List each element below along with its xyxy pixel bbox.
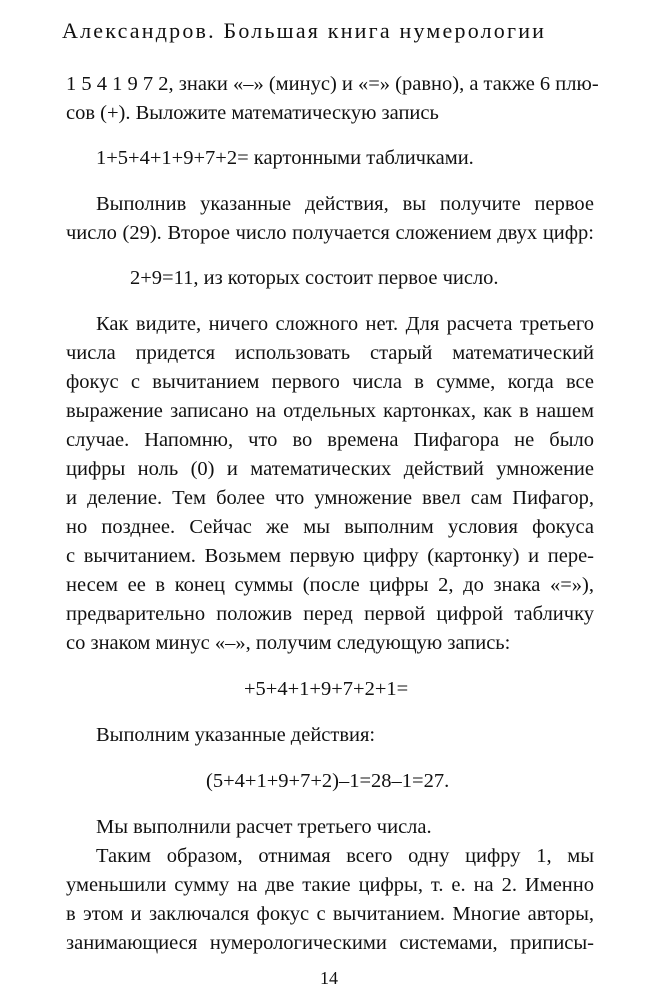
text-line: Как видите, ничего сложного нет. Для расчета третьего xyxy=(96,313,594,335)
text-line: но позднее. Сейчас же мы выполним условия фокуса xyxy=(66,516,594,538)
text-line: число (29). Второе число получается сложением двух цифр: xyxy=(66,222,594,244)
text-line: цифры ноль (0) и математических действий умножение xyxy=(66,458,594,480)
text-line: несем ее в конец суммы (после цифры 2, до знака «=»), xyxy=(66,574,594,596)
text-line: Таким образом, отнимая всего одну цифру 1, мы xyxy=(96,845,594,867)
text-line: уменьшили сумму на две такие цифры, т. е. на 2. Именно xyxy=(66,874,594,896)
page-number: 14 xyxy=(320,968,338,988)
text-line: выражение записано на отдельных картонках, как в нашем xyxy=(66,400,594,422)
text-line: предварительно положив перед первой цифрой табличку xyxy=(66,603,594,625)
formula-line: 2+9=11, из которых состоит первое число. xyxy=(130,267,499,289)
text-line: занимающиеся нумерологическими системами, приписы- xyxy=(66,932,594,954)
text-line: Мы выполнили расчет третьего числа. xyxy=(96,816,432,838)
text-line: с вычитанием. Возьмем первую цифру (картонку) и пере- xyxy=(66,545,594,567)
text-line: Выполним указанные действия: xyxy=(96,724,376,746)
text-line: со знаком минус «–», получим следующую запись: xyxy=(66,632,511,654)
text-line: числа придется использовать старый математический xyxy=(66,342,594,364)
text-line: в этом и заключался фокус с вычитанием. Многие авторы, xyxy=(66,903,594,925)
text-line: 1 5 4 1 9 7 2, знаки «–» (минус) и «=» (равно), а также 6 плю- xyxy=(66,73,599,95)
text-line: сов (+). Выложите математическую запись xyxy=(66,102,439,124)
text-line: фокус с вычитанием первого числа в сумме, когда все xyxy=(66,371,594,393)
text-line: Выполнив указанные действия, вы получите первое xyxy=(96,193,594,215)
text-line: и деление. Тем более что умножение ввел сам Пифагор, xyxy=(66,487,594,509)
running-header: Александров. Большая книга нумерологии xyxy=(62,18,547,43)
formula-line: (5+4+1+9+7+2)–1=28–1=27. xyxy=(206,770,450,792)
text-line: случае. Напомню, что во времена Пифагора не было xyxy=(66,429,594,451)
formula-line: +5+4+1+9+7+2+1= xyxy=(244,678,409,700)
formula-line: 1+5+4+1+9+7+2= картонными табличками. xyxy=(96,147,474,169)
